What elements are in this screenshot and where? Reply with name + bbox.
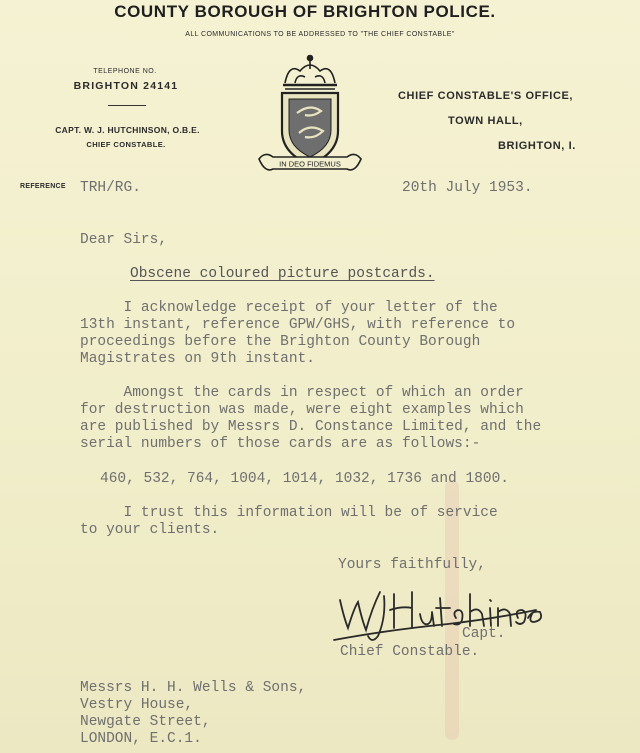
letterhead-title: COUNTY BOROUGH OF BRIGHTON POLICE. [114,2,496,21]
borough-crest-icon [255,53,365,183]
paragraph-3 [80,505,498,539]
paragraph-line: serial numbers of those cards are as follows:- [80,436,481,452]
serial-numbers: 460, 532, 764, 1004, 1014, 1032, 1736 and 1800. [100,471,509,487]
addressee-line: Newgate Street, [80,714,211,730]
addressee-block [80,680,306,748]
crest-motto: IN DEO FIDEMUS [279,159,341,169]
paragraph-line: 13th instant, reference GPW/GHS, with reference to [80,317,516,333]
addressee-line: Messrs H. H. Wells & Sons, [80,680,307,696]
telephone-label: TELEPHONE NO. [93,68,157,75]
paragraph-line: I trust this information will be of service [80,505,498,521]
paragraph-line: for destruction was made, were eight examples which [80,402,524,418]
paragraph-line: proceedings before the Brighton County Borough [80,334,481,350]
salutation: Dear Sirs, [80,232,168,248]
signatory-title: Chief Constable. [340,644,480,660]
paragraph-line: are published by Messrs D. Constance Limited, and the [80,419,542,435]
addressee-line: LONDON, E.C.1. [80,731,202,747]
paragraph-line: I acknowledge receipt of your letter of the [80,300,498,316]
closing: Yours faithfully, [338,557,486,573]
office-line: CHIEF CONSTABLE'S OFFICE, [398,90,574,102]
paragraph-2 [80,385,541,453]
addressee-line: Vestry House, [80,697,194,713]
captain-title: CHIEF CONSTABLE. [86,140,166,149]
office-line: BRIGHTON, I. [498,140,576,152]
paragraph-line: Magistrates on 9th instant. [80,351,315,367]
letterhead-subtitle: ALL COMMUNICATIONS TO BE ADDRESSED TO "THE CHIEF CONSTABLE" [185,31,455,38]
signatory-rank: Capt. [462,626,506,642]
paragraph-1 [80,300,515,368]
divider [108,105,146,106]
telephone-number: BRIGHTON 24141 [73,80,179,92]
paragraph-line: to your clients. [80,522,220,538]
office-line: TOWN HALL, [448,115,523,127]
paragraph-line: Amongst the cards in respect of which an order [80,385,524,401]
letter-date: 20th July 1953. [402,180,533,196]
reference-label: REFERENCE [20,183,66,190]
captain-name: CAPT. W. J. HUTCHINSON, O.B.E. [55,125,200,135]
reference-value: TRH/RG. [80,180,141,196]
subject-line: Obscene coloured picture postcards. [130,266,435,282]
